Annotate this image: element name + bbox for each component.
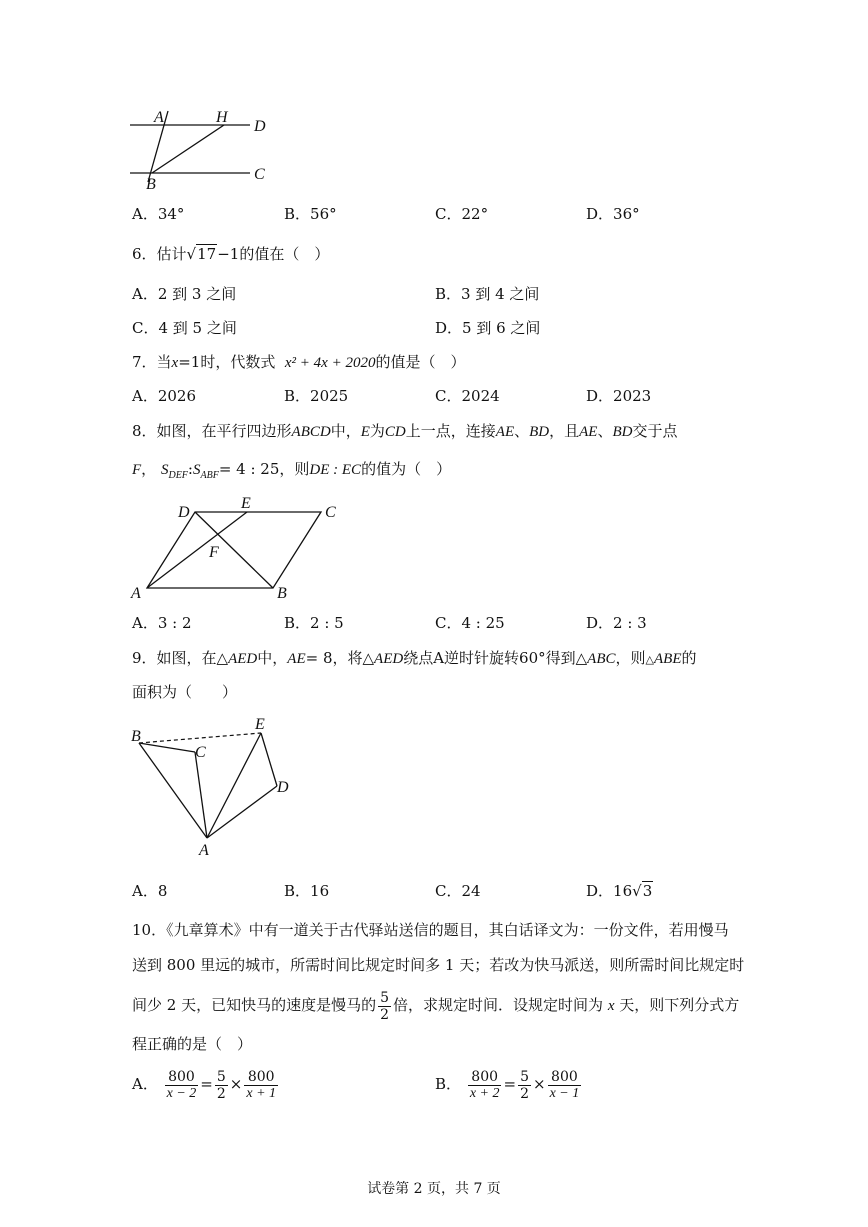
q7-option-b: B．2025 [284,387,349,405]
q7-option-d: D．2023 [586,387,652,405]
fraction-denominator: x − 2 [166,1085,197,1101]
q8-var: E [360,424,370,440]
q6-option-b: B．3 到 4 之间 [435,285,540,303]
q7-expression: x² + 4x + 2020 [284,355,376,371]
q9-text: 中， [257,649,288,667]
q6-stem [132,244,329,264]
q10-option-a [132,1064,280,1104]
q8-text: 为 [369,422,385,440]
figure-q5 [120,100,290,195]
q10-text: 倍，求规定时间．设规定时间为 [393,996,604,1014]
q8-text: ，则 [279,460,310,478]
q9-text: 的 [681,649,697,667]
fraction-numerator: 5 [520,1068,529,1085]
q8-text: ，且 [549,422,580,440]
q9-option-b: B．16 [284,882,330,900]
q8-text: : [187,460,193,478]
q8-var: F [132,462,142,478]
fraction [548,1069,582,1102]
q10-line4: 程正确的是（ ） [132,1035,253,1053]
option-label: B． [435,1075,462,1093]
q8-area-s: S [192,462,201,478]
label-A: A [199,842,209,859]
q7-text: 的值是（ ） [375,353,466,371]
label-D: D [254,118,266,135]
q7-var: x [171,355,179,371]
q8-var: BD [529,424,550,440]
q9-var: ABC [587,651,616,667]
fraction [244,1069,278,1102]
fraction-denominator: 2 [520,1085,529,1102]
q6-radicand: 17 [197,245,217,263]
fraction-denominator: x − 1 [549,1085,580,1101]
times-sign: × [229,1075,243,1093]
q10-text: 天，则下列分式方 [619,996,740,1014]
q7-text: =1时，代数式 [178,353,276,371]
label-E: E [255,716,265,733]
q8-option-b: B．2 : 5 [284,614,344,632]
label-D: D [277,779,289,796]
fraction-denominator: 2 [380,1006,390,1023]
label-B: B [277,585,287,602]
sqrt-symbol: √ [186,245,197,263]
q8-text: ， [141,460,157,478]
q10-option-b [435,1064,583,1104]
q10-text: 间少 2 天，已知快马的速度是慢马的 [132,996,377,1014]
q8-text: 、 [597,422,613,440]
q8-var: CD [384,424,406,440]
label-A: A [154,109,164,126]
label-D: D [178,504,190,521]
q9-option-d-text: D．16 [586,882,633,900]
q9-stem-line1 [132,648,697,670]
label-B: B [131,728,141,745]
q6-suffix: 的值在（ ） [239,245,330,263]
fraction [518,1069,531,1102]
q10-var: x [607,998,615,1014]
label-C: C [254,166,265,183]
label-B: B [146,176,156,193]
q5-option-c: C．22° [435,205,489,223]
q8-text: 、 [514,422,530,440]
q8-ratio: = 4 : 25 [218,460,280,478]
label-E: E [241,495,251,512]
q9-option-d [586,881,653,901]
q8-stem-line1 [132,421,678,442]
fraction [165,1069,199,1102]
q6-after-root: −1 [217,245,240,263]
q9-text: ，则 [615,649,646,667]
q9-option-c: C．24 [435,882,481,900]
q9-var: AED [228,651,258,667]
fraction-denominator: x + 1 [246,1085,277,1101]
q8-var: AE [579,424,598,440]
sqrt-symbol: √ [632,882,642,900]
fraction-denominator: x + 2 [469,1085,500,1101]
label-C: C [325,504,336,521]
q8-text: 8．如图，在平行四边形 [132,422,292,440]
q8-stem-line2 [132,459,451,486]
fraction-numerator: 800 [165,1069,199,1086]
q8-var: AE [495,424,515,440]
q8-option-a: A．3 : 2 [132,614,192,632]
figure-q8 [125,490,355,605]
q9-option-d-radicand: 3 [642,882,653,900]
label-H: H [216,109,228,126]
q7-option-c: C．2024 [435,387,500,405]
q8-text: 交于点 [632,422,678,440]
q9-text: 绕点A逆时针旋转60°得到△ [403,649,588,667]
fraction [468,1069,502,1102]
q8-text: 的值为（ ） [361,460,452,478]
q8-area-s: S [160,462,169,478]
q6-option-a: A．2 到 3 之间 [132,285,237,303]
q7-option-a: A．2026 [132,387,197,405]
fraction-denominator: 2 [216,1085,226,1102]
q8-text: 中， [330,422,361,440]
q5-option-a: A．34° [132,205,185,223]
q7-stem [132,352,465,373]
q6-prefix: 6．估计 [132,245,187,263]
label-A: A [131,585,141,602]
q8-var: ABCD [291,424,331,440]
fraction-numerator: 800 [468,1069,502,1086]
label-F: F [209,544,219,561]
equals-sign: = [503,1075,517,1093]
q9-text: = 8，将△ [305,649,375,667]
q10-line2: 送到 800 里远的城市，所需时间比规定时间多 1 天；若改为快马派送，则所需时间比规定时 [132,956,745,974]
q5-option-d: D．36° [586,205,640,223]
fraction-numerator: 5 [216,1068,226,1085]
q8-text: 上一点，连接 [405,422,496,440]
figure-q9 [125,712,305,862]
q10-line1: 10．《九章算术》中有一道关于古代驿站送信的题目，其白话译文为：一份文件，若用慢马 [132,921,729,939]
fraction-numerator: 800 [244,1069,278,1086]
fraction-numerator: 800 [548,1069,582,1086]
q6-option-c: C．4 到 5 之间 [132,319,237,337]
q8-subscript: DEF [168,470,188,481]
q8-option-c: C．4 : 25 [435,614,505,632]
q9-var: AED [374,651,404,667]
q8-subscript: ABF [200,470,219,481]
triangle-icon: △ [645,653,654,666]
equals-sign: = [200,1075,213,1093]
q8-option-d: D．2 : 3 [586,614,647,632]
fraction [378,990,391,1023]
q9-option-a: A．8 [132,882,168,900]
option-label: A． [132,1075,158,1093]
q7-text: 7．当 [132,353,172,371]
times-sign: × [532,1075,546,1093]
page-footer: 试卷第 2 页，共 7 页 [367,1181,501,1197]
q6-option-d: D．5 到 6 之间 [435,319,541,337]
q9-text: 9．如图，在△ [132,649,229,667]
q9-stem-line2: 面积为（ ） [132,683,238,701]
fraction-numerator: 5 [380,989,390,1006]
q9-var: ABE [654,651,682,667]
q8-var: BD [612,424,633,440]
q10-line3 [132,984,739,1027]
fraction [215,1069,228,1102]
q5-option-b: B．56° [284,205,337,223]
q8-ratio-expr: DE : EC [309,462,362,478]
q9-var: AE [287,651,306,667]
label-C: C [195,744,206,761]
